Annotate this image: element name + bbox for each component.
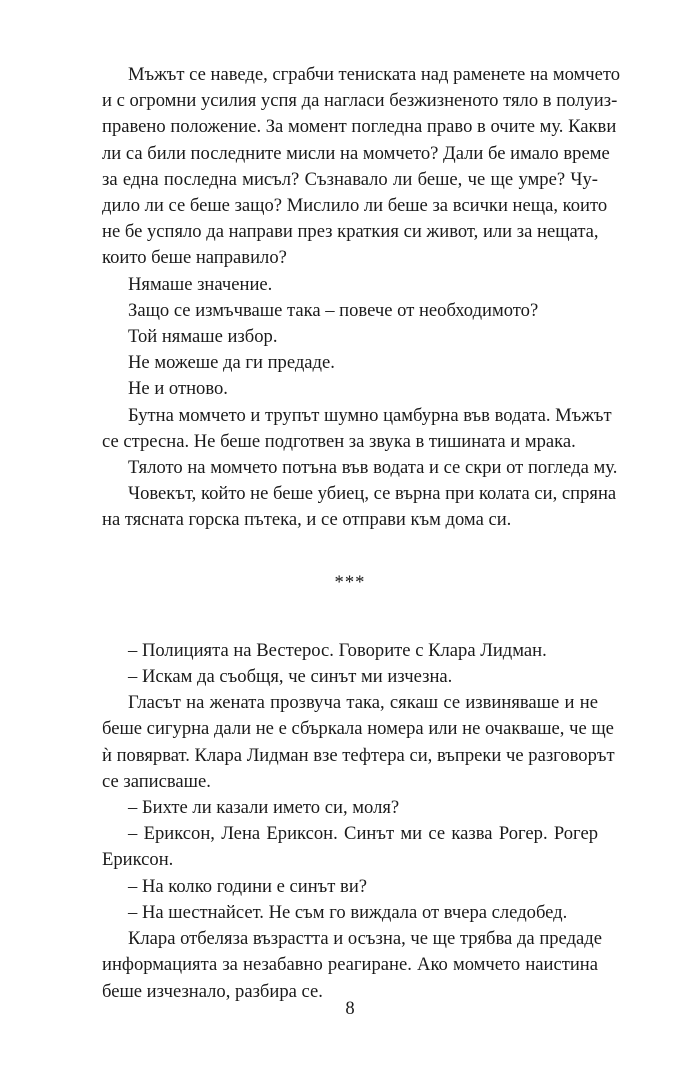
- paragraph-15: [102, 874, 598, 900]
- text-line: за една последна мисъл? Съзнавало ли беше, че ще умре? Чу-: [102, 168, 598, 190]
- text-line: Човекът, който не беше убиец, се върна при колата си, спряна: [128, 483, 617, 505]
- text-line: – Полицията на Вестерос. Говорите с Клара Лидман.: [128, 639, 547, 661]
- text-line: Не и отново.: [128, 378, 228, 400]
- text-line: информацията за незабавно реагиране. Ако момчето наистина: [102, 954, 598, 976]
- text-line: се записваше.: [102, 770, 211, 792]
- text-line: Не можеше да ги предаде.: [128, 352, 335, 374]
- paragraph-1: [102, 62, 621, 272]
- text-line: на тясната горска пътека, и се отправи към дома си.: [102, 509, 512, 531]
- paragraph-10: [102, 638, 598, 664]
- text-line: и с огромни усилия успя да нагласи безжизненото тяло в полуиз-: [102, 90, 618, 112]
- text-line: Клара отбеляза възрастта и осъзна, че ще трябва да предаде: [128, 928, 602, 950]
- page-text: [102, 62, 621, 1005]
- paragraph-4: [102, 324, 598, 350]
- text-line: Тялото на момчето потъна във водата и се скри от погледа му.: [128, 457, 618, 479]
- paragraph-3: [102, 298, 598, 324]
- text-line: Ериксон.: [102, 849, 174, 871]
- text-line: Мъжът се наведе, сграбчи тениската над раменете на момчето: [128, 64, 621, 85]
- paragraph-16: [102, 900, 598, 926]
- text-line: дило ли се беше защо? Мислило ли беше за всички неща, които: [102, 195, 608, 217]
- text-line: които беше направило?: [102, 247, 287, 269]
- text-line: Нямаше значение.: [128, 273, 273, 295]
- paragraph-13: [102, 795, 598, 821]
- text-line: се стресна. Не беше подготвен за звука в тишината и мрака.: [102, 430, 576, 452]
- text-line: правено положение. За момент погледна право в очите му. Какви: [102, 116, 617, 138]
- paragraph-6: [102, 376, 598, 402]
- text-line: – Ериксон, Лена Ериксон. Синът ми се казва Рогер. Рогер: [128, 823, 598, 845]
- paragraph-17: [102, 926, 602, 1005]
- text-line: Той нямаше избор.: [128, 326, 278, 348]
- text-line: – На шестнайсет. Не съм го виждала от вчера следобед.: [128, 901, 568, 923]
- text-line: ѝ повярват. Клара Лидман взе тефтера си, въпреки че разговорът: [102, 744, 615, 766]
- text-line: беше сигурна дали не е сбъркала номера или не очакваше, че ще: [102, 718, 614, 740]
- page-number: 8: [345, 998, 355, 1019]
- paragraph-2: [102, 272, 598, 298]
- paragraph-11: [102, 664, 598, 690]
- text-line: Бутна момчето и трупът шумно цамбурна във водата. Мъжът: [128, 404, 612, 426]
- paragraph-9: [102, 481, 617, 533]
- text-line: Гласът на жената прозвуча така, сякаш се извиняваше и не: [128, 692, 598, 714]
- text-line: не бе успяло да направи през краткия си живот, или за нещата,: [102, 221, 599, 243]
- paragraph-7: [102, 403, 612, 455]
- text-line: – Бихте ли казали името си, моля?: [128, 797, 400, 819]
- text-line: беше изчезнало, разбира се.: [102, 980, 323, 1002]
- text-line: ли са били последните мисли на момчето? Дали бе имало време: [102, 142, 610, 164]
- paragraph-12: [102, 690, 615, 795]
- text-line: – На колко години е синът ви?: [128, 875, 368, 897]
- paragraph-5: [102, 350, 598, 376]
- text-line: Защо се измъчваше така – повече от необходимото?: [128, 299, 539, 321]
- text-line: – Искам да съобщя, че синът ми изчезна.: [128, 666, 453, 688]
- paragraph-14: [102, 821, 598, 873]
- paragraph-8: [102, 455, 618, 481]
- section-separator: ***: [334, 571, 366, 593]
